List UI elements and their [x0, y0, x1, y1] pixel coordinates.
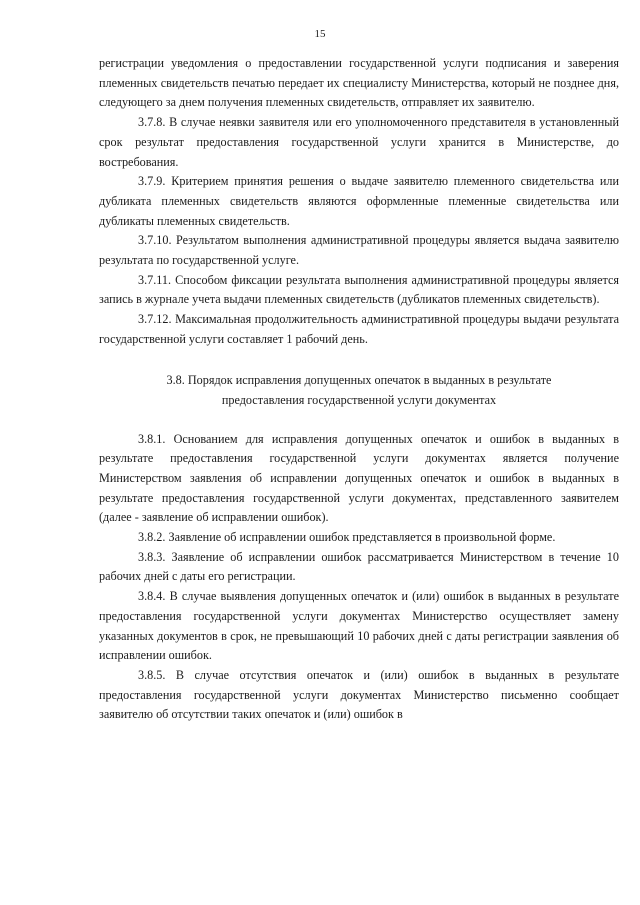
paragraph-3-7-8: 3.7.8. В случае неявки заявителя или его уполномоченного представителя в установленный срок результат предоставления государственной услуги хранится в Министерстве, до востребования.	[99, 115, 619, 169]
page-number: 15	[314, 28, 326, 40]
paragraph-3-8-4: 3.8.4. В случае выявления допущенных опечаток и (или) ошибок в выданных в результате предоставления государственной услуги документах Министерство осуществляет замену указанных документов в срок, не превышающий 10 рабочих дней с даты регистрации заявления об исправлении ошибок.	[99, 589, 619, 663]
heading-line-1: 3.8. Порядок исправления допущенных опечаток в выданных в результате	[166, 372, 552, 387]
paragraph-3-7-11: 3.7.11. Способом фиксации результата выполнения административной процедуры является запись в журнале учета выдачи племенных свидетельств (дубликатов племенных свидетельств).	[99, 272, 619, 307]
paragraph-3-7-12: 3.7.12. Максимальная продолжительность административной процедуры выдачи результата государственной услуги составляет 1 рабочий день.	[99, 312, 619, 346]
heading-line-2: предоставления государственной услуги документах	[221, 392, 497, 407]
paragraph-3-8-2: 3.8.2. Заявление об исправлении ошибок представляется в произвольной форме.	[138, 530, 556, 545]
paragraph-3-8-3: 3.8.3. Заявление об исправлении ошибок рассматривается Министерством в течение 10 рабочих дней с даты его регистрации.	[99, 549, 619, 584]
section-heading-3-8	[99, 370, 619, 410]
document-body	[99, 54, 619, 725]
paragraph-3-7-10: 3.7.10. Результатом выполнения административной процедуры является выдача заявителю результата по государственной услуге.	[99, 233, 619, 268]
paragraph-3-8-5: 3.8.5. В случае отсутствия опечаток и (или) ошибок в выданных в результате предоставления государственной услуги документах Министерство письменно сообщает заявителю об отсутствии таких опечаток и (или) ошибок в	[99, 667, 619, 722]
paragraph-3-8-1: 3.8.1. Основанием для исправления допущенных опечаток и ошибок в выданных в результате предоставления государственной услуги документах является получение Министерством заявления об исправлении допущенных опечаток и ошибок в выданных в результате предоставления государственной услуги документах, представленного заявителем (далее - заявление об исправлении ошибок).	[99, 431, 619, 525]
paragraph-continuation: регистрации уведомления о предоставлении государственной услуги подписания и заверения племенных свидетельств печатью передает их специалисту Министерства, который не позднее дня, следующего за днем получения племенных свидетельств, отправляет их заявителю.	[99, 56, 619, 110]
paragraph-3-7-9: 3.7.9. Критерием принятия решения о выдаче заявителю племенного свидетельства или дубликата племенных свидетельств являются оформленные племенные свидетельства или дубликаты племенных свидетельств.	[99, 174, 619, 228]
